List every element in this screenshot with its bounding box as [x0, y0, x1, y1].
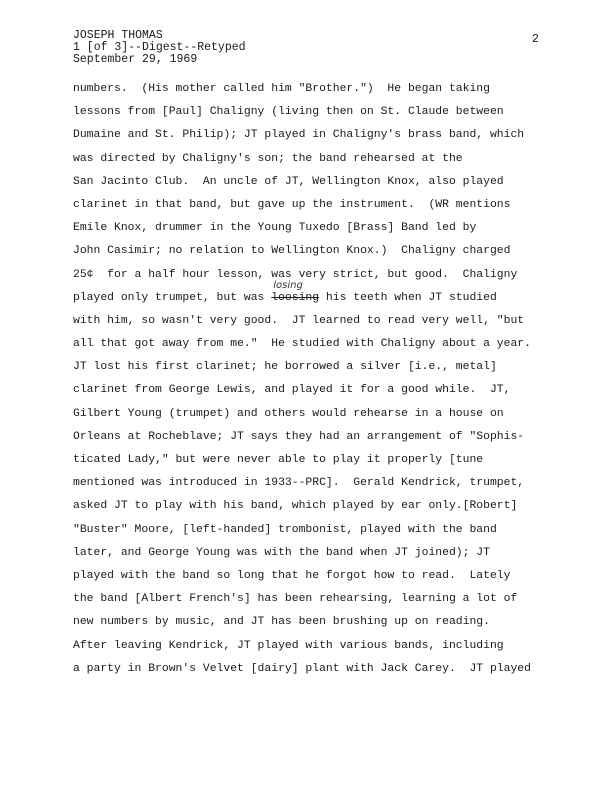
text-line: played with the band so long that he forgot how to read. Lately — [73, 569, 511, 582]
text-line: the band [Albert French's] has been rehearsing, learning a lot of — [73, 593, 518, 606]
text-line-with-correction — [73, 279, 573, 312]
text-line: Emile Knox, drummer in the Young Tuxedo [Brass] Band led by — [73, 222, 477, 235]
text-line: Orleans at Rocheblave; JT says they had an arrangement of "Sophis- — [73, 430, 525, 443]
text-line: numbers. (His mother called him "Brother.") He began taking — [73, 83, 490, 95]
text-line: San Jacinto Club. An uncle of JT, Wellington Knox, also played — [73, 175, 504, 188]
struck-word: loosing — [271, 291, 320, 304]
text-line: "Buster" Moore, [left-handed] trombonist, played with the band — [73, 523, 497, 536]
interviewee-name: JOSEPH THOMAS — [73, 29, 163, 42]
line-segment: played only trumpet, but was — [73, 291, 272, 304]
text-line: Dumaine and St. Philip); JT played in Chaligny's brass band, which — [73, 129, 525, 142]
page-header — [73, 30, 246, 66]
text-line: JT lost his first clarinet; he borrowed a silver [i.e., metal] — [73, 361, 497, 374]
text-line: mentioned was introduced in 1933--PRC]. Gerald Kendrick, trumpet, — [73, 477, 525, 490]
text-line: lessons from [Paul] Chaligny (living then on St. Claude between — [73, 106, 504, 119]
text-line: was directed by Chaligny's son; the band rehearsed at the — [73, 152, 463, 165]
text-line: ticated Lady," but were never able to play it properly [tune — [73, 454, 484, 466]
page-number: 2 — [532, 33, 539, 46]
handwritten-correction: losing — [273, 279, 303, 291]
line-segment: his teeth when JT studied — [319, 291, 497, 304]
text-line: clarinet in that band, but gave up the instrument. (WR mentions — [73, 198, 511, 211]
text-line: later, and George Young was with the band when JT joined); JT — [73, 546, 490, 559]
text-line: Gilbert Young (trumpet) and others would rehearse in a house on — [73, 407, 504, 420]
text-line: After leaving Kendrick, JT played with various bands, including — [73, 639, 504, 652]
text-line: John Casimir; no relation to Wellington Knox.) Chaligny charged — [73, 245, 511, 258]
text-line: all that got away from me." He studied with Chaligny about a year. — [73, 338, 531, 351]
correction-wrap — [271, 279, 320, 307]
interview-date: September 29, 1969 — [73, 53, 198, 66]
text-line: 25¢ for a half hour lesson, was very strict, but good. Chaligny — [73, 268, 518, 281]
text-line: with him, so wasn't very good. JT learned to read very well, "but — [73, 314, 525, 327]
text-line: clarinet from George Lewis, and played it for a good while. JT, — [73, 384, 511, 397]
text-line: a party in Brown's Velvet [dairy] plant with Jack Carey. JT played — [73, 662, 531, 675]
reel-label: 1 [of 3]--Digest--Retyped — [73, 41, 246, 54]
text-line: asked JT to play with his band, which played by ear only.[Robert] — [73, 500, 518, 513]
transcript-body — [73, 80, 573, 683]
text-line: new numbers by music, and JT has been brushing up on reading. — [73, 616, 490, 629]
